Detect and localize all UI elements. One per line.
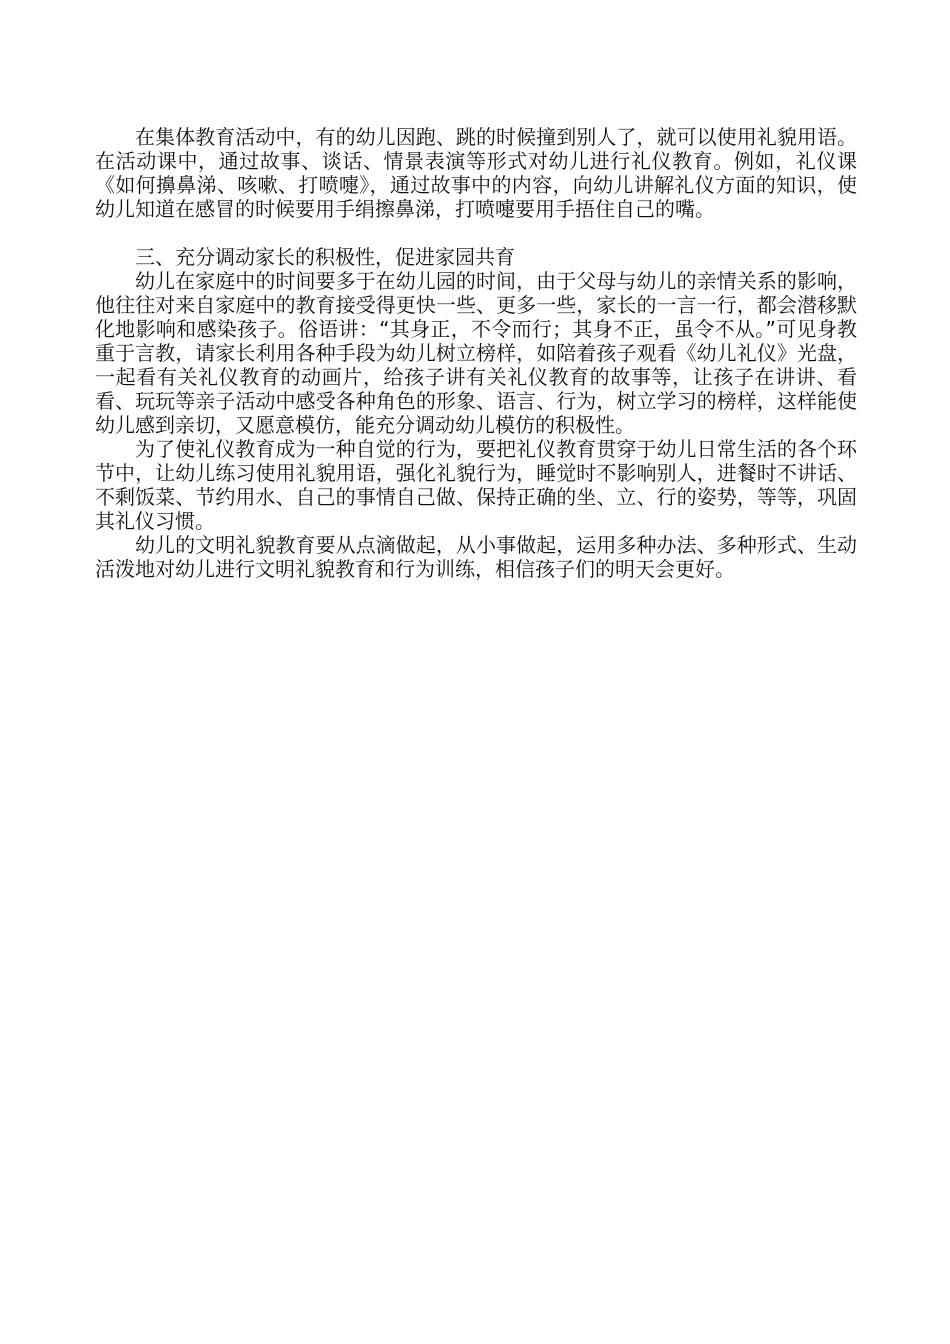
paragraph-daily-life: 为了使礼仪教育成为一种自觉的行为，要把礼仪教育贯穿于幼儿日常生活的各个环节中，让幼儿练习使用礼貌用语，强化礼貌行为，睡觉时不影响别人，进餐时不讲话、不剩饭菜、节约用水、自己的事情自己做、保持正确的坐、立、行的姿势，等等，巩固其礼仪习惯。 [95,437,857,533]
paragraph-family-role: 幼儿在家庭中的时间要多于在幼儿园的时间，由于父母与幼儿的亲情关系的影响，他往往对来自家庭中的教育接受得更快一些、更多一些，家长的一言一行，都会潜移默化地影响和感染孩子。俗语讲：“其身正，不令而行；其身不正，虽令不从。”可见身教重于言教，请家长利用各种手段为幼儿树立榜样，如陪着孩子观看《幼儿礼仪》光盘，一起看有关礼仪教育的动画片，给孩子讲有关礼仪教育的故事等，让孩子在讲讲、看看、玩玩等亲子活动中感受各种角色的形象、语言、行为，树立学习的榜样，这样能使幼儿感到亲切，又愿意模仿，能充分调动幼儿模仿的积极性。 [95,269,857,437]
document-body [95,125,857,581]
section-heading-three: 三、充分调动家长的积极性，促进家园共育 [135,245,515,269]
paragraph-gap [95,221,857,245]
paragraph-conclusion: 幼儿的文明礼貌教育要从点滴做起，从小事做起，运用多种办法、多种形式、生动活泼地对幼儿进行文明礼貌教育和行为训练，相信孩子们的明天会更好。 [95,533,857,581]
paragraph-activity-etiquette: 在集体教育活动中，有的幼儿因跑、跳的时候撞到别人了，就可以使用礼貌用语。在活动课中，通过故事、谈话、情景表演等形式对幼儿进行礼仪教育。例如，礼仪课《如何擤鼻涕、咳嗽、打喷嚏》，通过故事中的内容，向幼儿讲解礼仪方面的知识，使幼儿知道在感冒的时候要用手绢擦鼻涕，打喷嚏要用手捂住自己的嘴。 [95,125,857,221]
